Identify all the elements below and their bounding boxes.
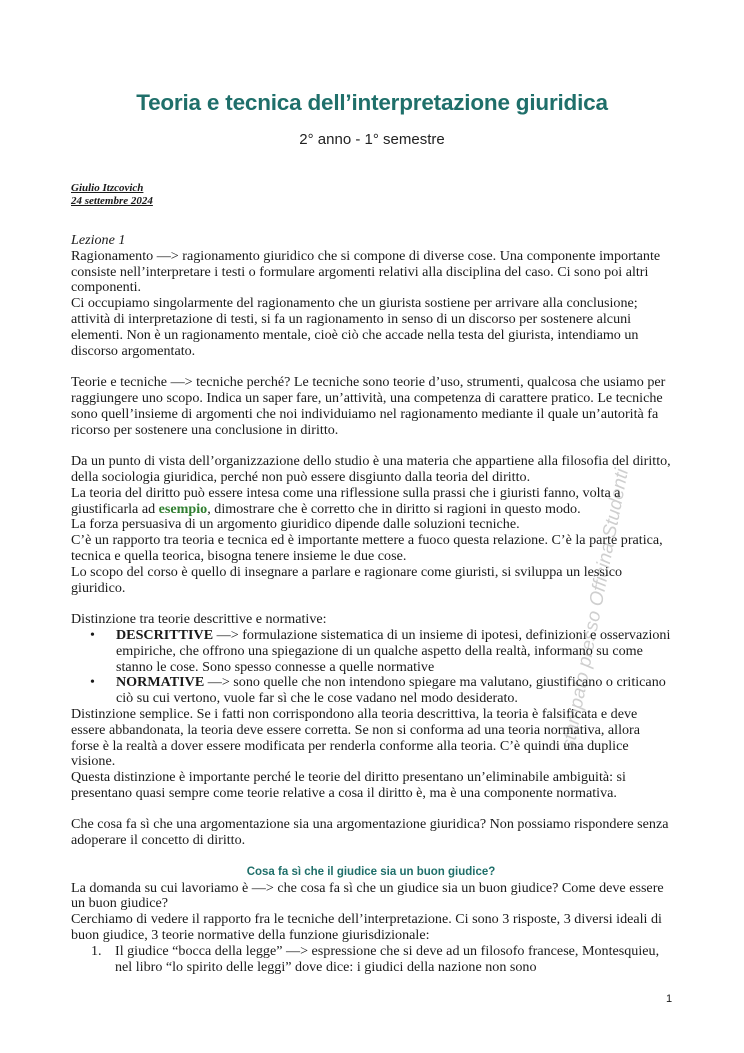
list-term: NORMATIVE (116, 674, 205, 691)
watermark: stampato presso Officina Studenti (558, 467, 634, 752)
paragraph: La domanda su cui lavoriamo è —> che cosa fa sì che un giudice sia un buon giudice? Come deve essere un buon giudice? (71, 879, 664, 912)
paragraph: La forza persuasiva di un argomento giuridico dipende dalle soluzioni tecniche. (71, 516, 520, 533)
paragraph: Ragionamento —> ragionamento giuridico che si compone di diverse cose. Una componente importante consiste nell’interpretare i testi o formulare argomenti relativi alla disciplina del caso. Ci sono poi altri componenti. (71, 247, 661, 296)
paragraph: Teorie e tecniche —> tecniche perché? Le tecniche sono teorie d’uso, strumenti, qualcosa che usiamo per raggiungere uno scopo. Indica un saper fare, un’attività, una competenza di carattere pratico. Le tecniche sono quell’insieme di argomenti che noi individuiamo nel ragionamento mediante il quale un’autorità fa ricorso per sostenere una conclusione in diritto. (71, 374, 666, 438)
text-run: , dimostrare che è corretto che in diritto si ragioni in questo modo. (207, 500, 581, 517)
section-heading: Cosa fa sì che il giudice sia un buon giudice? (246, 865, 496, 878)
paragraph: Distinzione semplice. Se i fatti non corrispondono alla teoria descrittiva, la teoria è falsificata e deve essere abbandonata, la teoria deve essere corretta. Se non si conforma ad una teoria normativa, allora forse è la realtà a dover essere modificata per renderla conforme alla teoria. C’è quindi una duplice visione. (71, 705, 640, 770)
paragraph: Che cosa fa sì che una argomentazione sia una argomentazione giuridica? Non possiamo rispondere senza adoperare il concetto di diritto. (71, 816, 669, 849)
list-number: 1. (91, 942, 102, 959)
list-item (71, 944, 671, 976)
list-item (71, 628, 671, 675)
document-subtitle: 2° anno - 1° semestre (299, 131, 445, 148)
document-title: Teoria e tecnica dell’interpretazione giuridica (136, 90, 608, 115)
list-item-text: —> formulazione sistematica di un insieme di ipotesi, definizioni e osservazioni empiriche, che offrono una spiegazione di un qualche aspetto della realtà, informano su come stanno le cose. Sono spesso connesse a quelle normative (116, 626, 671, 675)
paragraph: C’è un rapporto tra teoria e tecnica ed è importante mettere a fuoco questa relazione. C’è la parte pratica, tecnica e quella teorica, bisogna tenere insieme le due cose. (71, 532, 663, 564)
list-term: DESCRITTIVE (116, 626, 214, 643)
list-item (71, 675, 671, 707)
paragraph: Da un punto di vista dell’organizzazione dello studio è una materia che appartiene alla filosofia del diritto, della sociologia giuridica, perché non può essere disgiunto dalla teoria del diritto. (71, 453, 671, 485)
highlighted-term: esempio (158, 500, 208, 517)
page-number: 1 (666, 993, 673, 1005)
text-run: La teoria del diritto può essere intesa come una riflessione sulla prassi che i giuristi fanno, volta a giustificarla ad (71, 484, 621, 517)
list-item-text: Il giudice “bocca della legge” —> espressione che si deve ad un filosofo francese, Montesquieu, nel libro “lo spirito delle leggi” dove dice: i giudici della nazione non sono (115, 942, 660, 975)
document-body (71, 233, 671, 975)
author-name: Giulio Itzcovich (71, 182, 144, 194)
lecture-date: 24 settembre 2024 (71, 195, 153, 207)
paragraph: Lo scopo del corso è quello di insegnare a parlare e ragionare come giuristi, si sviluppa un lessico giuridico. (71, 563, 623, 596)
paragraph (71, 486, 671, 518)
paragraph: Questa distinzione è importante perché le teorie del diritto presentano un’eliminabile ambiguità: si presentano quasi sempre come teorie relative a cosa il diritto è, ma è una componente normativa. (71, 769, 626, 801)
lesson-label: Lezione 1 (71, 232, 126, 248)
list-item-text: —> sono quelle che non intendono spiegare ma valutano, giustificano o criticano ciò su cui vertono, vuole far sì che le cose vadano nel modo desiderato. (116, 674, 666, 707)
paragraph: Cerchiamo di vedere il rapporto fra le tecniche dell’interpretazione. Ci sono 3 risposte, 3 diversi ideali di buon giudice, 3 teorie normative della funzione giurisdizionale: (71, 911, 662, 944)
paragraph: Ci occupiamo singolarmente del ragionamento che un giurista sostiene per arrivare alla conclusione; attività di interpretazione di testi, si fa un ragionamento in senso di un discorso per sostenere alcuni elementi. Non è un ragionamento mentale, cioè ciò che accade nella testa del giurista, intendiamo un discorso argomentato. (71, 295, 639, 359)
paragraph: Distinzione tra teorie descrittive e normative: (71, 611, 327, 628)
numbered-list (71, 944, 671, 976)
bullet-list (71, 628, 671, 707)
